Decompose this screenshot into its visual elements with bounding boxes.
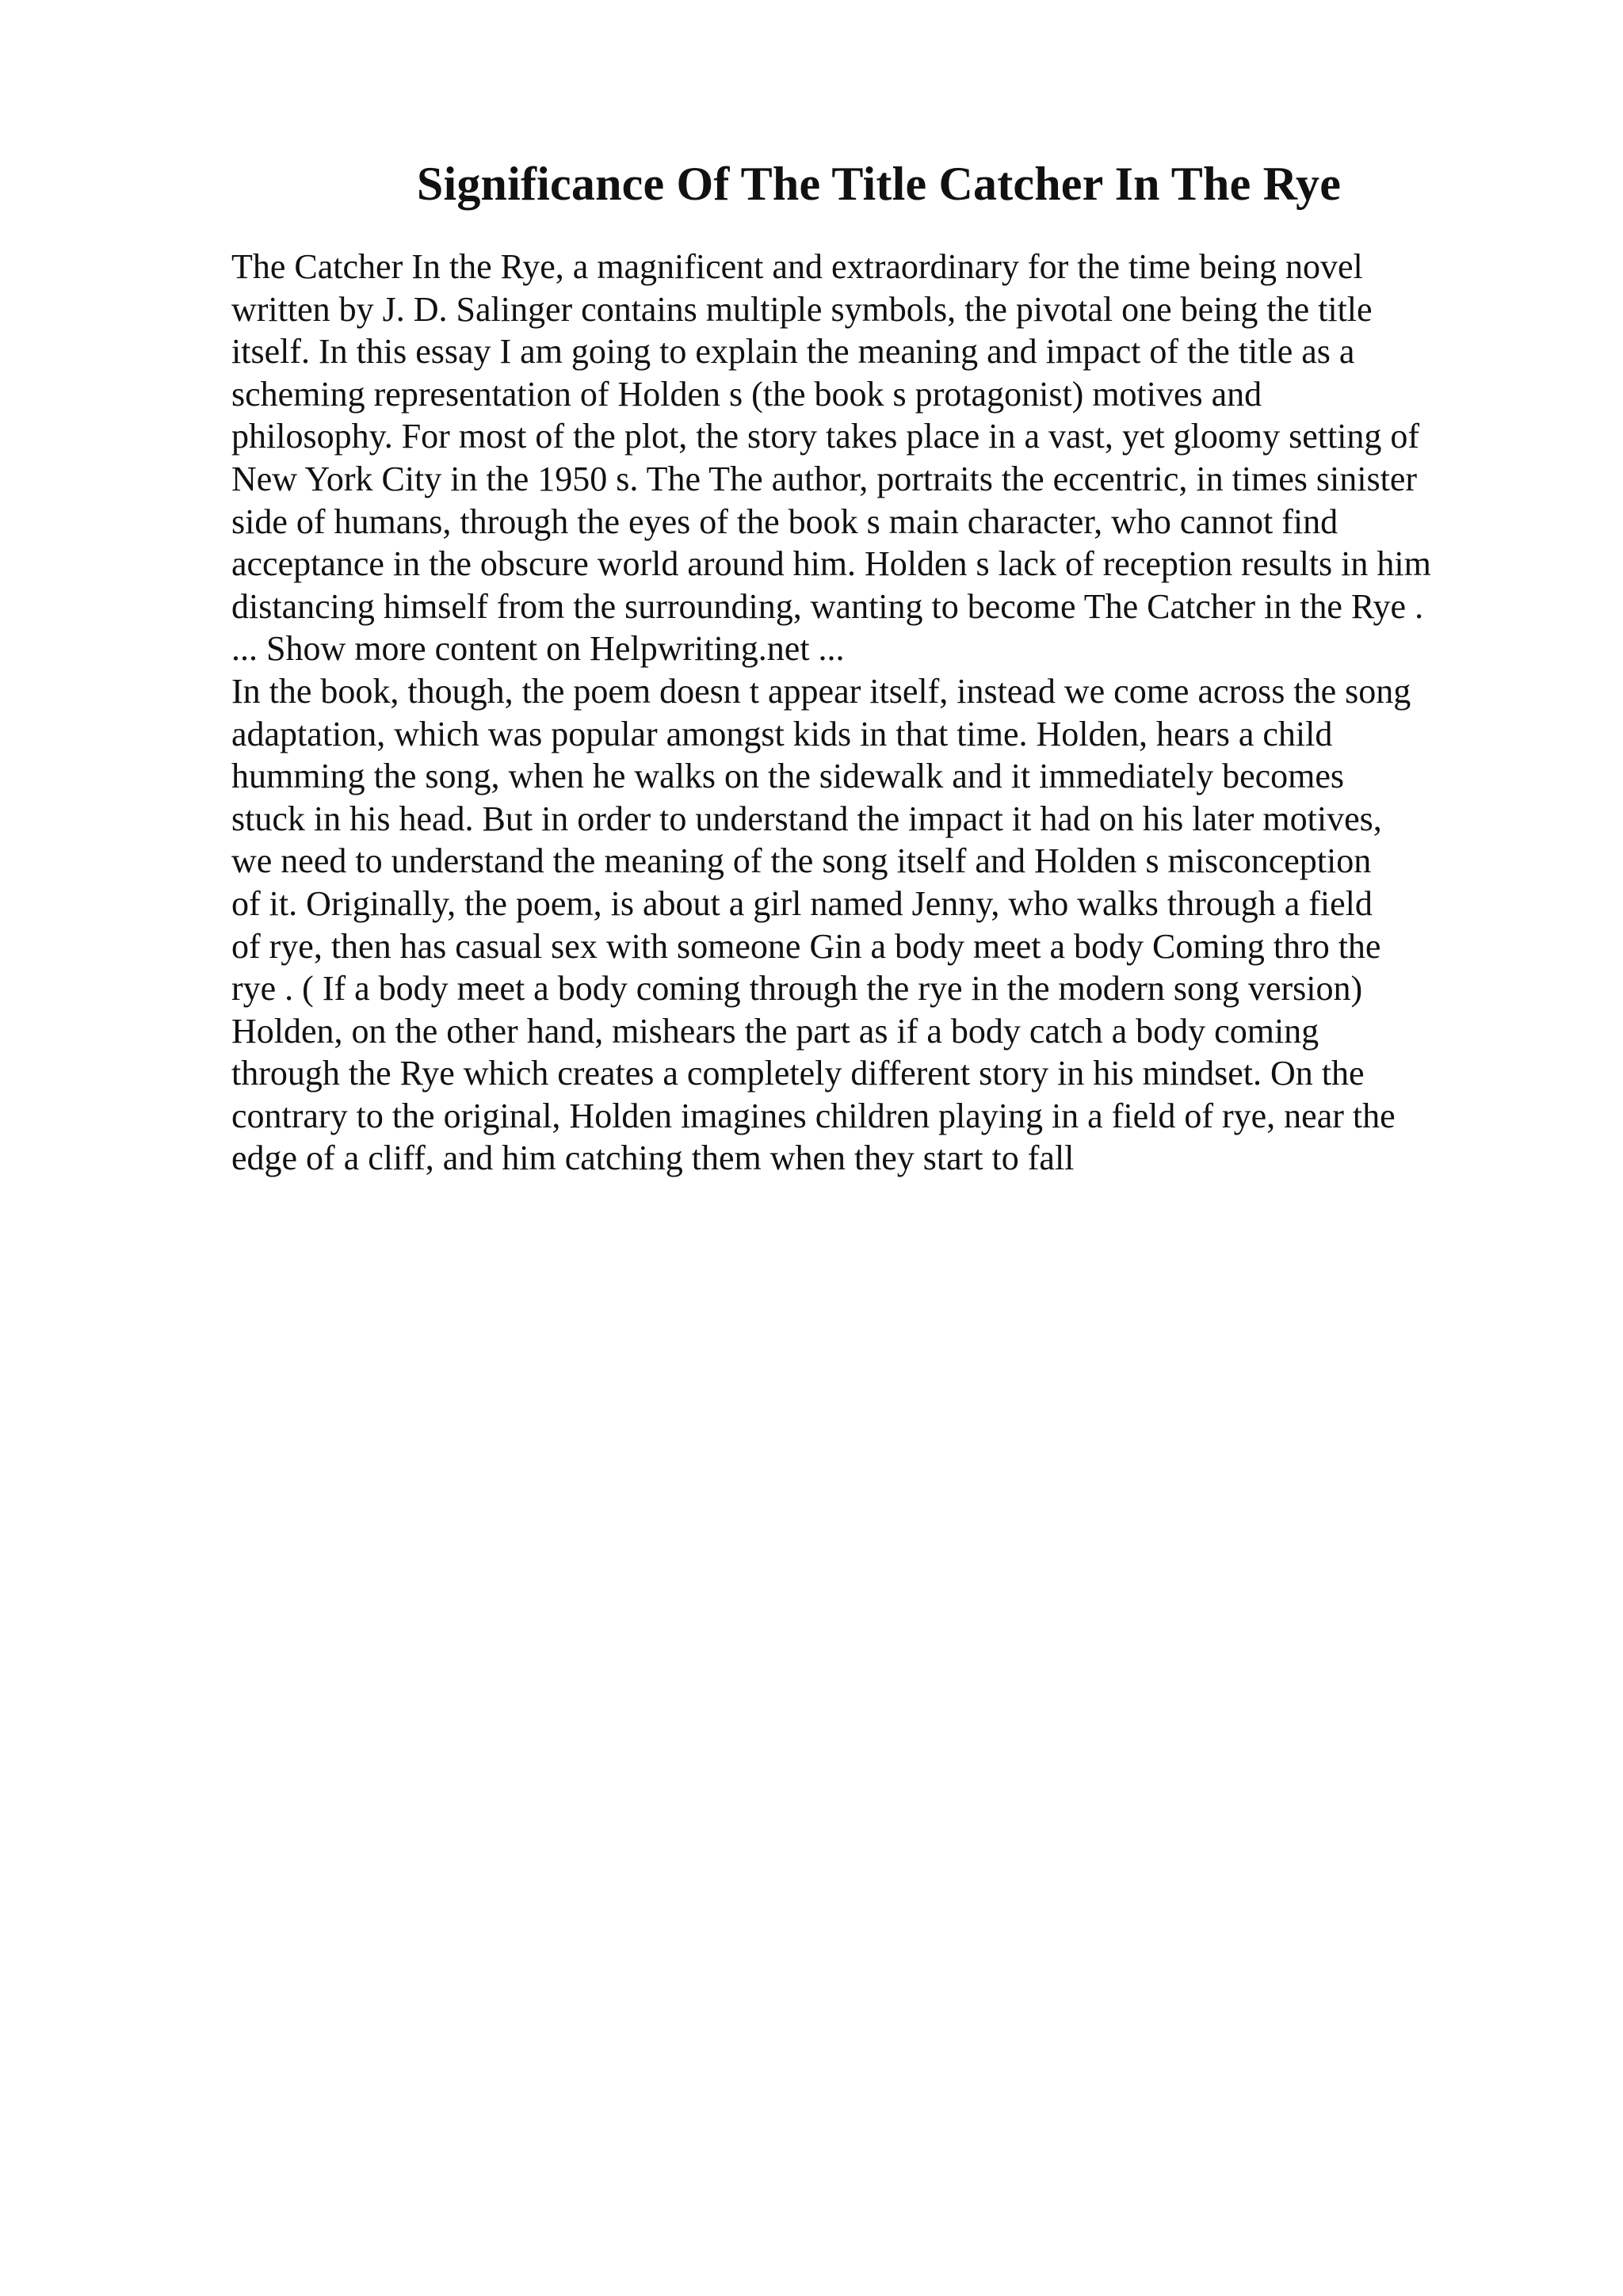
text-line-5: philosophy. For most of the plot, the story takes place in a vast, yet gloomy setting of: [231, 417, 1420, 456]
text-line-6: New York City in the 1950 s. The The author, portraits the eccentric, in times sinister: [231, 459, 1418, 498]
text-line-1: The Catcher In the Rye, a magnificent and extraordinary for the time being novel: [231, 247, 1363, 286]
text-line-8: acceptance in the obscure world around him. Holden s lack of reception results in him: [231, 544, 1431, 584]
text-line-4: scheming representation of Holden s (the book s protagonist) motives and: [231, 374, 1262, 414]
text-line-7: side of humans, through the eyes of the book s main character, who cannot find: [231, 502, 1338, 541]
text-line-21: contrary to the original, Holden imagines children playing in a field of rye, near the: [231, 1096, 1396, 1135]
text-line-9: distancing himself from the surrounding, wanting to become The Catcher in the Rye .: [231, 586, 1424, 626]
text-line-3: itself. In this essay I am going to explain the meaning and impact of the title as a: [231, 332, 1355, 372]
text-line-18: rye . ( If a body meet a body coming through the rye in the modern song version): [231, 969, 1363, 1009]
text-line-19: Holden, on the other hand, mishears the part as if a body catch a body coming: [231, 1011, 1319, 1051]
text-line-11: In the book, though, the poem doesn t appear itself, instead we come across the song: [231, 671, 1411, 711]
text-line-16: of it. Originally, the poem, is about a girl named Jenny, who walks through a field: [231, 883, 1373, 923]
document-title: Significance Of The Title Catcher In The Rye: [416, 158, 1342, 210]
text-line-17: of rye, then has casual sex with someone Gin a body meet a body Coming thro the: [231, 926, 1381, 966]
text-line-14: stuck in his head. But in order to understand the impact it had on his later motives,: [231, 799, 1382, 838]
text-line-20: through the Rye which creates a completely different story in his mindset. On the: [231, 1054, 1365, 1093]
show-more-link-line[interactable]: ... Show more content on Helpwriting.net ...: [231, 629, 845, 669]
text-line-15: we need to understand the meaning of the song itself and Holden s misconception: [231, 841, 1372, 881]
text-line-22: edge of a cliff, and him catching them when they start to fall: [231, 1138, 1075, 1178]
text-line-13: humming the song, when he walks on the sidewalk and it immediately becomes: [231, 757, 1345, 796]
text-line-2: written by J. D. Salinger contains multiple symbols, the pivotal one being the title: [231, 289, 1373, 329]
text-line-12: adaptation, which was popular amongst kids in that time. Holden, hears a child: [231, 714, 1333, 753]
essay-body: [231, 246, 1515, 1180]
